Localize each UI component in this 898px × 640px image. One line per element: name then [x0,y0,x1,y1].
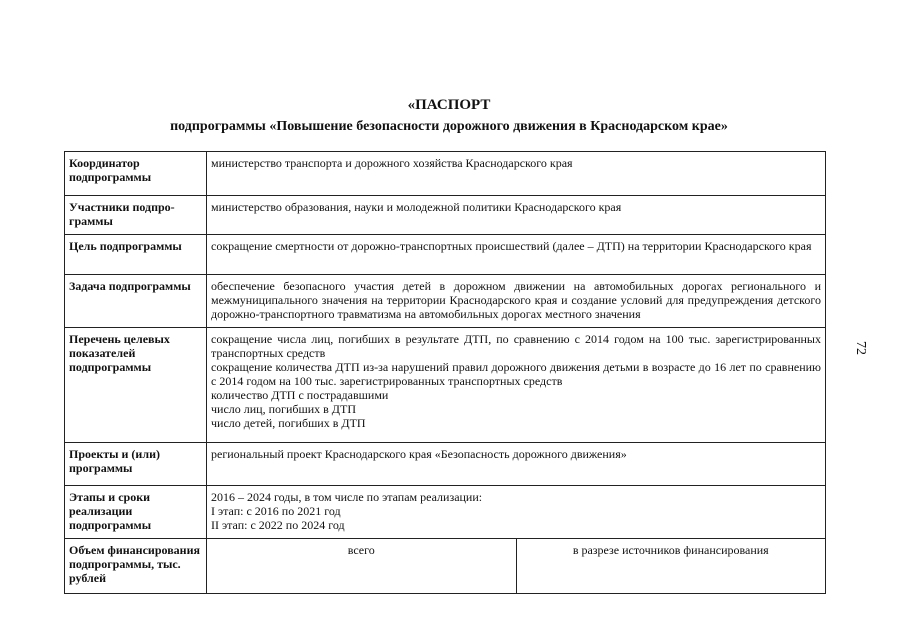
table-row [65,152,826,196]
row-value-goal: сокращение смертности от дорожно-транспортных происшествий (далее – ДТП) на территории Краснодарского края [207,235,826,275]
row-label-indicators: Перечень целевых показателей подпрограммы [65,328,207,443]
row-label-participants: Участники подпро-граммы [65,196,207,235]
table-row [65,486,826,539]
row-label-task: Задача подпрограммы [65,275,207,328]
indicator-item: число лиц, погибших в ДТП [211,402,356,416]
passport-table [64,151,826,594]
indicator-item: сокращение количества ДТП из-за нарушений правил дорожного движения детьми в возрасте до 16 лет по сравнению с 2014 годом на 100 тыс. зарегистрированных транспортных средств [211,360,821,388]
row-label-funding: Объем финансирования подпрограммы, тыс. рублей [65,539,207,594]
table-row [65,196,826,235]
row-value-coordinator: министерство транспорта и дорожного хозяйства Краснодарского края [207,152,826,196]
row-value-stages [207,486,826,539]
table-row [65,275,826,328]
row-value-indicators [207,328,826,443]
indicator-item: сокращение числа лиц, погибших в результате ДТП, по сравнению с 2014 годом на 100 тыс. зарегистрированных транспортных средств [211,332,821,360]
funding-header-sources: в разрезе источников финансирования [516,539,826,594]
row-value-projects: региональный проект Краснодарского края «Безопасность дорожного движения» [207,443,826,486]
row-value-task: обеспечение безопасного участия детей в дорожном движении на автомобильных дорогах регионального и межмуниципального значения на территории Краснодарского края и создание условий для предупреждения детского дорожно-транспортного травматизма на автомобильных дорогах местного значения [207,275,826,328]
indicator-item: число детей, погибших в ДТП [211,416,366,430]
row-label-goal: Цель подпрограммы [65,235,207,275]
row-label-projects: Проекты и (или) программы [65,443,207,486]
row-value-participants: министерство образования, науки и молодежной политики Краснодарского края [207,196,826,235]
stage-item: II этап: с 2022 по 2024 год [211,518,345,532]
row-label-coordinator: Координатор подпрограммы [65,152,207,196]
stage-item: I этап: с 2016 по 2021 год [211,504,341,518]
document-subtitle: подпрограммы «Повышение безопасности дорожного движения в Краснодарском крае» [170,119,728,134]
table-row [65,443,826,486]
funding-header-total: всего [207,539,517,594]
table-row [65,328,826,443]
document-title: «ПАСПОРТ [407,97,491,113]
row-label-stages: Этапы и сроки реализации подпрограммы [65,486,207,539]
indicator-item: количество ДТП с пострадавшими [211,388,389,402]
table-row [65,235,826,275]
table-row [65,539,826,594]
page-number: 72 [853,341,868,355]
stage-item: 2016 – 2024 годы, в том числе по этапам реализации: [211,490,483,504]
